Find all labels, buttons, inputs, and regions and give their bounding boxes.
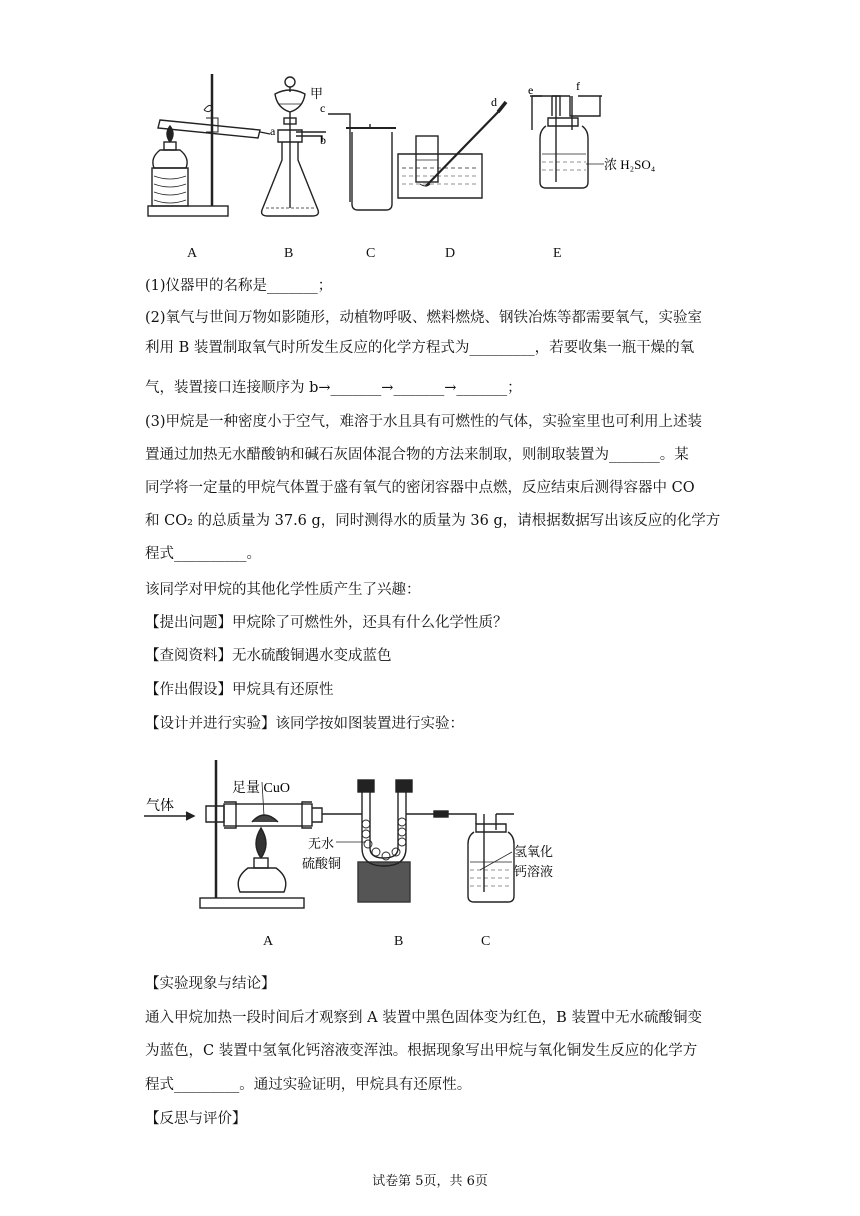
port-f-label: f [576, 79, 580, 93]
caoh2-label-2: 钙溶液 [514, 864, 554, 879]
raise-question: 【提出问题】甲烷除了可燃性外，还具有什么化学性质？ [145, 615, 508, 631]
gas-label: 气体 [146, 799, 174, 814]
fig2-label-a: A [263, 934, 274, 949]
interest-line: 该同学对甲烷的其他化学性质产生了兴趣： [145, 582, 421, 598]
reflection-title: 【反思与评价】 [145, 1111, 247, 1127]
question-2-line-3: 气，装置接口连接顺序为 b→_______→_______→_______； [145, 380, 522, 396]
question-3-line-2: 置通过加热无水醋酸钠和碱石灰固体混合物的方法来制取，则制取装置为_______。某 [145, 447, 689, 463]
phenomena-title: 【实验现象与结论】 [145, 976, 276, 992]
question-2-line-2: 利用 B 装置制取氧气时所发生反应的化学方程式为_________，若要收集一瓶干燥的氧 [145, 340, 695, 356]
instrument-jia-label: 甲 [310, 86, 324, 101]
reference-info: 【查阅资料】无水硫酸铜遇水变成蓝色 [145, 648, 392, 664]
fig2-label-c: C [481, 934, 491, 949]
caoh2-label-1: 氢氧化 [514, 844, 554, 859]
question-3-line-5: 程式__________。 [145, 546, 261, 562]
cuso4-label-1: 无水 [308, 836, 335, 851]
page-footer: 试卷第 5页，共 6页 [372, 1174, 488, 1189]
port-b-label: b [320, 133, 326, 147]
design-experiment: 【设计并进行实验】该同学按如图装置进行实验： [145, 716, 464, 732]
fig1-label-e: E [553, 246, 562, 261]
question-1: (1)仪器甲的名称是_______； [145, 278, 333, 294]
acid-label: 浓 H₂SO₄ [604, 157, 656, 172]
question-2-line-1: (2)氧气与世间万物如影随形，动植物呼吸、燃料燃烧、钢铁冶炼等都需要氧气，实验室 [145, 310, 703, 326]
cuso4-label-2: 硫酸铜 [302, 856, 342, 871]
fig1-label-a: A [187, 246, 198, 261]
question-3-line-3: 同学将一定量的甲烷气体置于盛有氧气的密闭容器中点燃，反应结束后测得容器中 CO [145, 480, 695, 496]
fig1-label-d: D [445, 246, 456, 261]
apparatus-figure-1 [130, 68, 690, 268]
phenomena-line-2: 为蓝色，C 装置中氢氧化钙溶液变浑浊。根据现象写出甲烷与氧化铜发生反应的化学方 [145, 1043, 698, 1059]
fig1-label-b: B [284, 246, 294, 261]
port-c-label: c [320, 101, 326, 115]
question-3-line-1: (3)甲烷是一种密度小于空气，难溶于水且具有可燃性的气体，实验室里也可利用上述装 [145, 414, 703, 430]
apparatus-figure-2 [140, 752, 580, 922]
port-e-label: e [528, 83, 534, 97]
port-d-label: d [491, 95, 497, 109]
phenomena-line-1: 通入甲烷加热一段时间后才观察到 A 装置中黑色固体变为红色，B 装置中无水硫酸铜变 [145, 1010, 702, 1026]
port-a-label: a [270, 124, 276, 138]
hypothesis: 【作出假设】甲烷具有还原性 [145, 682, 334, 698]
cuo-label: 足量 CuO [232, 781, 290, 796]
fig1-label-c: C [366, 246, 376, 261]
fig2-label-b: B [394, 934, 404, 949]
question-3-line-4: 和 CO₂ 的总质量为 37.6 g，同时测得水的质量为 36 g，请根据数据写出该反应的化学方 [145, 513, 721, 529]
phenomena-line-3: 程式_________。通过实验证明，甲烷具有还原性。 [145, 1077, 472, 1093]
